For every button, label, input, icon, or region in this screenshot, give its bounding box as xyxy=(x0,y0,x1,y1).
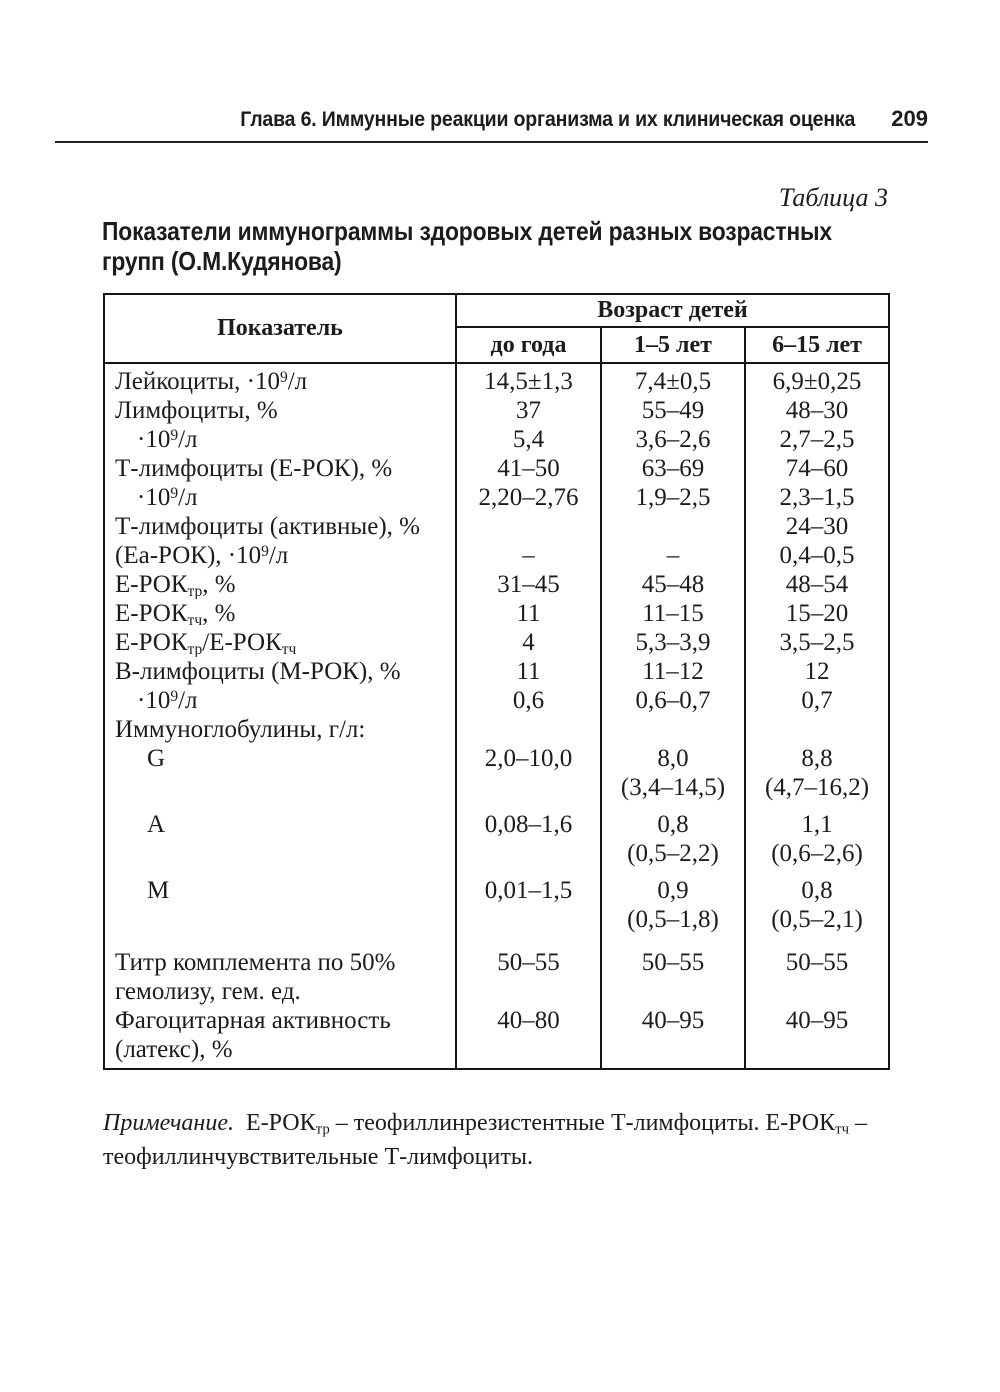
value-cell xyxy=(601,1035,745,1069)
table-row xyxy=(104,1006,889,1035)
table-row xyxy=(104,744,889,773)
value-cell: 8,8 xyxy=(745,744,889,773)
indicator-cell: $Е-РОК_{тр}$, % xyxy=(115,571,236,599)
value-cell xyxy=(456,905,601,934)
value-cell: 40–95 xyxy=(745,1006,889,1035)
table-row xyxy=(104,934,889,977)
value-cell: 15–20 xyxy=(745,599,889,628)
indicator-cell: (латекс), % xyxy=(115,1036,233,1063)
immunogram-table xyxy=(103,293,890,1070)
value-cell: 0,08–1,6 xyxy=(456,802,601,839)
value-cell xyxy=(456,1035,601,1069)
value-cell: 4 xyxy=(456,628,601,657)
value-cell: 50–55 xyxy=(601,934,745,977)
indicator-cell xyxy=(104,905,456,934)
value-cell xyxy=(456,839,601,868)
age-column-header: 6–15 лет xyxy=(745,327,889,363)
value-cell: 1,1 xyxy=(745,802,889,839)
indicator-cell: $\cdot 10^9/л$ xyxy=(137,484,198,511)
value-cell: 37 xyxy=(456,396,601,425)
indicator-cell: $Е-РОК_{тч}$, % xyxy=(115,600,236,628)
table-body xyxy=(104,363,889,1069)
indicator-cell: $\cdot 10^9/л$ xyxy=(137,687,198,714)
table-row xyxy=(104,425,889,454)
table-row xyxy=(104,686,889,715)
indicator-cell: Лейкоциты, $\cdot 10^9/л$ xyxy=(115,368,308,395)
value-cell: 8,0 xyxy=(601,744,745,773)
table-row xyxy=(104,802,889,839)
table-row xyxy=(104,541,889,570)
value-cell: 55–49 xyxy=(601,396,745,425)
value-cell: 3,5–2,5 xyxy=(745,628,889,657)
value-cell: – xyxy=(456,541,601,570)
value-cell: 74–60 xyxy=(745,454,889,483)
table-row xyxy=(104,512,889,541)
table-row xyxy=(104,628,889,657)
value-cell: 40–80 xyxy=(456,1006,601,1035)
indicator-cell: Титр комплемента по 50% xyxy=(115,949,396,976)
value-cell: 48–30 xyxy=(745,396,889,425)
value-cell: 45–48 xyxy=(601,570,745,599)
value-cell: 24–30 xyxy=(745,512,889,541)
footnote xyxy=(103,1106,895,1174)
value-cell xyxy=(456,773,601,802)
value-cell: 0,7 xyxy=(745,686,889,715)
indicator-cell: G xyxy=(147,745,166,772)
value-cell: 2,0–10,0 xyxy=(456,744,601,773)
value-cell: 14,5±1,3 xyxy=(456,363,601,396)
table-row xyxy=(104,657,889,686)
value-cell xyxy=(601,977,745,1006)
value-cell xyxy=(745,1035,889,1069)
value-cell: 2,20–2,76 xyxy=(456,483,601,512)
value-cell: 48–54 xyxy=(745,570,889,599)
value-cell: 50–55 xyxy=(456,934,601,977)
value-cell: 63–69 xyxy=(601,454,745,483)
table-row xyxy=(104,1035,889,1069)
value-cell: 0,8 xyxy=(601,802,745,839)
table-row xyxy=(104,839,889,868)
value-cell: (0,5–1,8) xyxy=(601,905,745,934)
table-row xyxy=(104,977,889,1006)
table-row xyxy=(104,483,889,512)
table-header-indicator: Показатель xyxy=(104,294,456,363)
indicator-cell: Иммуноглобулины, г/л: xyxy=(115,716,366,743)
value-cell: 12 xyxy=(745,657,889,686)
table-row xyxy=(104,454,889,483)
value-cell: 41–50 xyxy=(456,454,601,483)
table-row xyxy=(104,599,889,628)
indicator-cell xyxy=(104,839,456,868)
value-cell xyxy=(601,715,745,744)
value-cell: 11 xyxy=(456,657,601,686)
value-cell: 3,6–2,6 xyxy=(601,425,745,454)
value-cell: (3,4–14,5) xyxy=(601,773,745,802)
indicator-cell: М xyxy=(147,877,170,904)
running-head xyxy=(55,106,928,143)
value-cell: 11 xyxy=(456,599,601,628)
value-cell: 0,6 xyxy=(456,686,601,715)
table-row xyxy=(104,773,889,802)
table-row xyxy=(104,396,889,425)
indicator-cell: гемолизу, гем. ед. xyxy=(115,978,301,1005)
table-title: Показатели иммунограммы здоровых детей разных возрастных групп (О.М.Кудянова) xyxy=(102,216,832,276)
value-cell: 11–12 xyxy=(601,657,745,686)
value-cell: 0,01–1,5 xyxy=(456,868,601,905)
age-column-header: 1–5 лет xyxy=(601,327,745,363)
indicator-cell: Т-лимфоциты (активные), % xyxy=(115,513,420,540)
table-row xyxy=(104,363,889,396)
value-cell xyxy=(456,512,601,541)
value-cell: 40–95 xyxy=(601,1006,745,1035)
footnote-text: $Е-РОК_{тр}$ – теофиллинрезистентные Т-лимфоциты. $Е-РОК_{тч}$ – теофиллинчувствительные Т-лимфоциты. xyxy=(103,1110,868,1170)
value-cell: 2,7–2,5 xyxy=(745,425,889,454)
value-cell: 50–55 xyxy=(745,934,889,977)
chapter-title: Глава 6. Иммунные реакции организма и их клиническая оценка xyxy=(240,108,856,131)
value-cell: 0,6–0,7 xyxy=(601,686,745,715)
table-row xyxy=(104,905,889,934)
table-row xyxy=(104,715,889,744)
value-cell: 11–15 xyxy=(601,599,745,628)
table-row xyxy=(104,570,889,599)
value-cell: 5,3–3,9 xyxy=(601,628,745,657)
table-header-age-group: Возраст детей xyxy=(456,294,889,327)
indicator-cell: Т-лимфоциты (Е-РОК), % xyxy=(115,455,393,482)
value-cell xyxy=(456,715,601,744)
value-cell: 6,9±0,25 xyxy=(745,363,889,396)
indicator-cell xyxy=(104,773,456,802)
footnote-label: Примечание. xyxy=(103,1110,234,1136)
value-cell: 2,3–1,5 xyxy=(745,483,889,512)
value-cell xyxy=(456,977,601,1006)
immunogram-table-wrapper xyxy=(103,293,888,1070)
value-cell: 1,9–2,5 xyxy=(601,483,745,512)
table-caption: Таблица 3 xyxy=(778,183,888,212)
value-cell xyxy=(745,977,889,1006)
value-cell: (0,5–2,2) xyxy=(601,839,745,868)
value-cell: 5,4 xyxy=(456,425,601,454)
indicator-cell: Лимфоциты, % xyxy=(115,397,278,424)
value-cell: 0,8 xyxy=(745,868,889,905)
value-cell: 31–45 xyxy=(456,570,601,599)
indicator-cell: В-лимфоциты (М-РОК), % xyxy=(115,658,401,685)
value-cell: (0,5–2,1) xyxy=(745,905,889,934)
value-cell: 0,9 xyxy=(601,868,745,905)
value-cell xyxy=(601,512,745,541)
value-cell: (4,7–16,2) xyxy=(745,773,889,802)
value-cell: – xyxy=(601,541,745,570)
value-cell: (0,6–2,6) xyxy=(745,839,889,868)
indicator-cell: Фагоцитарная активность xyxy=(115,1007,391,1034)
value-cell: 7,4±0,5 xyxy=(601,363,745,396)
indicator-cell: (Еа-РОК), $\cdot 10^9/л$ xyxy=(115,542,289,569)
value-cell xyxy=(745,715,889,744)
indicator-cell: $Е-РОК_{тр}/Е-РОК_{тч}$ xyxy=(115,629,297,657)
indicator-cell: A xyxy=(147,811,166,838)
indicator-cell: $\cdot 10^9/л$ xyxy=(137,426,198,453)
table-row xyxy=(104,868,889,905)
value-cell: 0,4–0,5 xyxy=(745,541,889,570)
page-number: 209 xyxy=(891,106,928,131)
age-column-header: до года xyxy=(456,327,601,363)
